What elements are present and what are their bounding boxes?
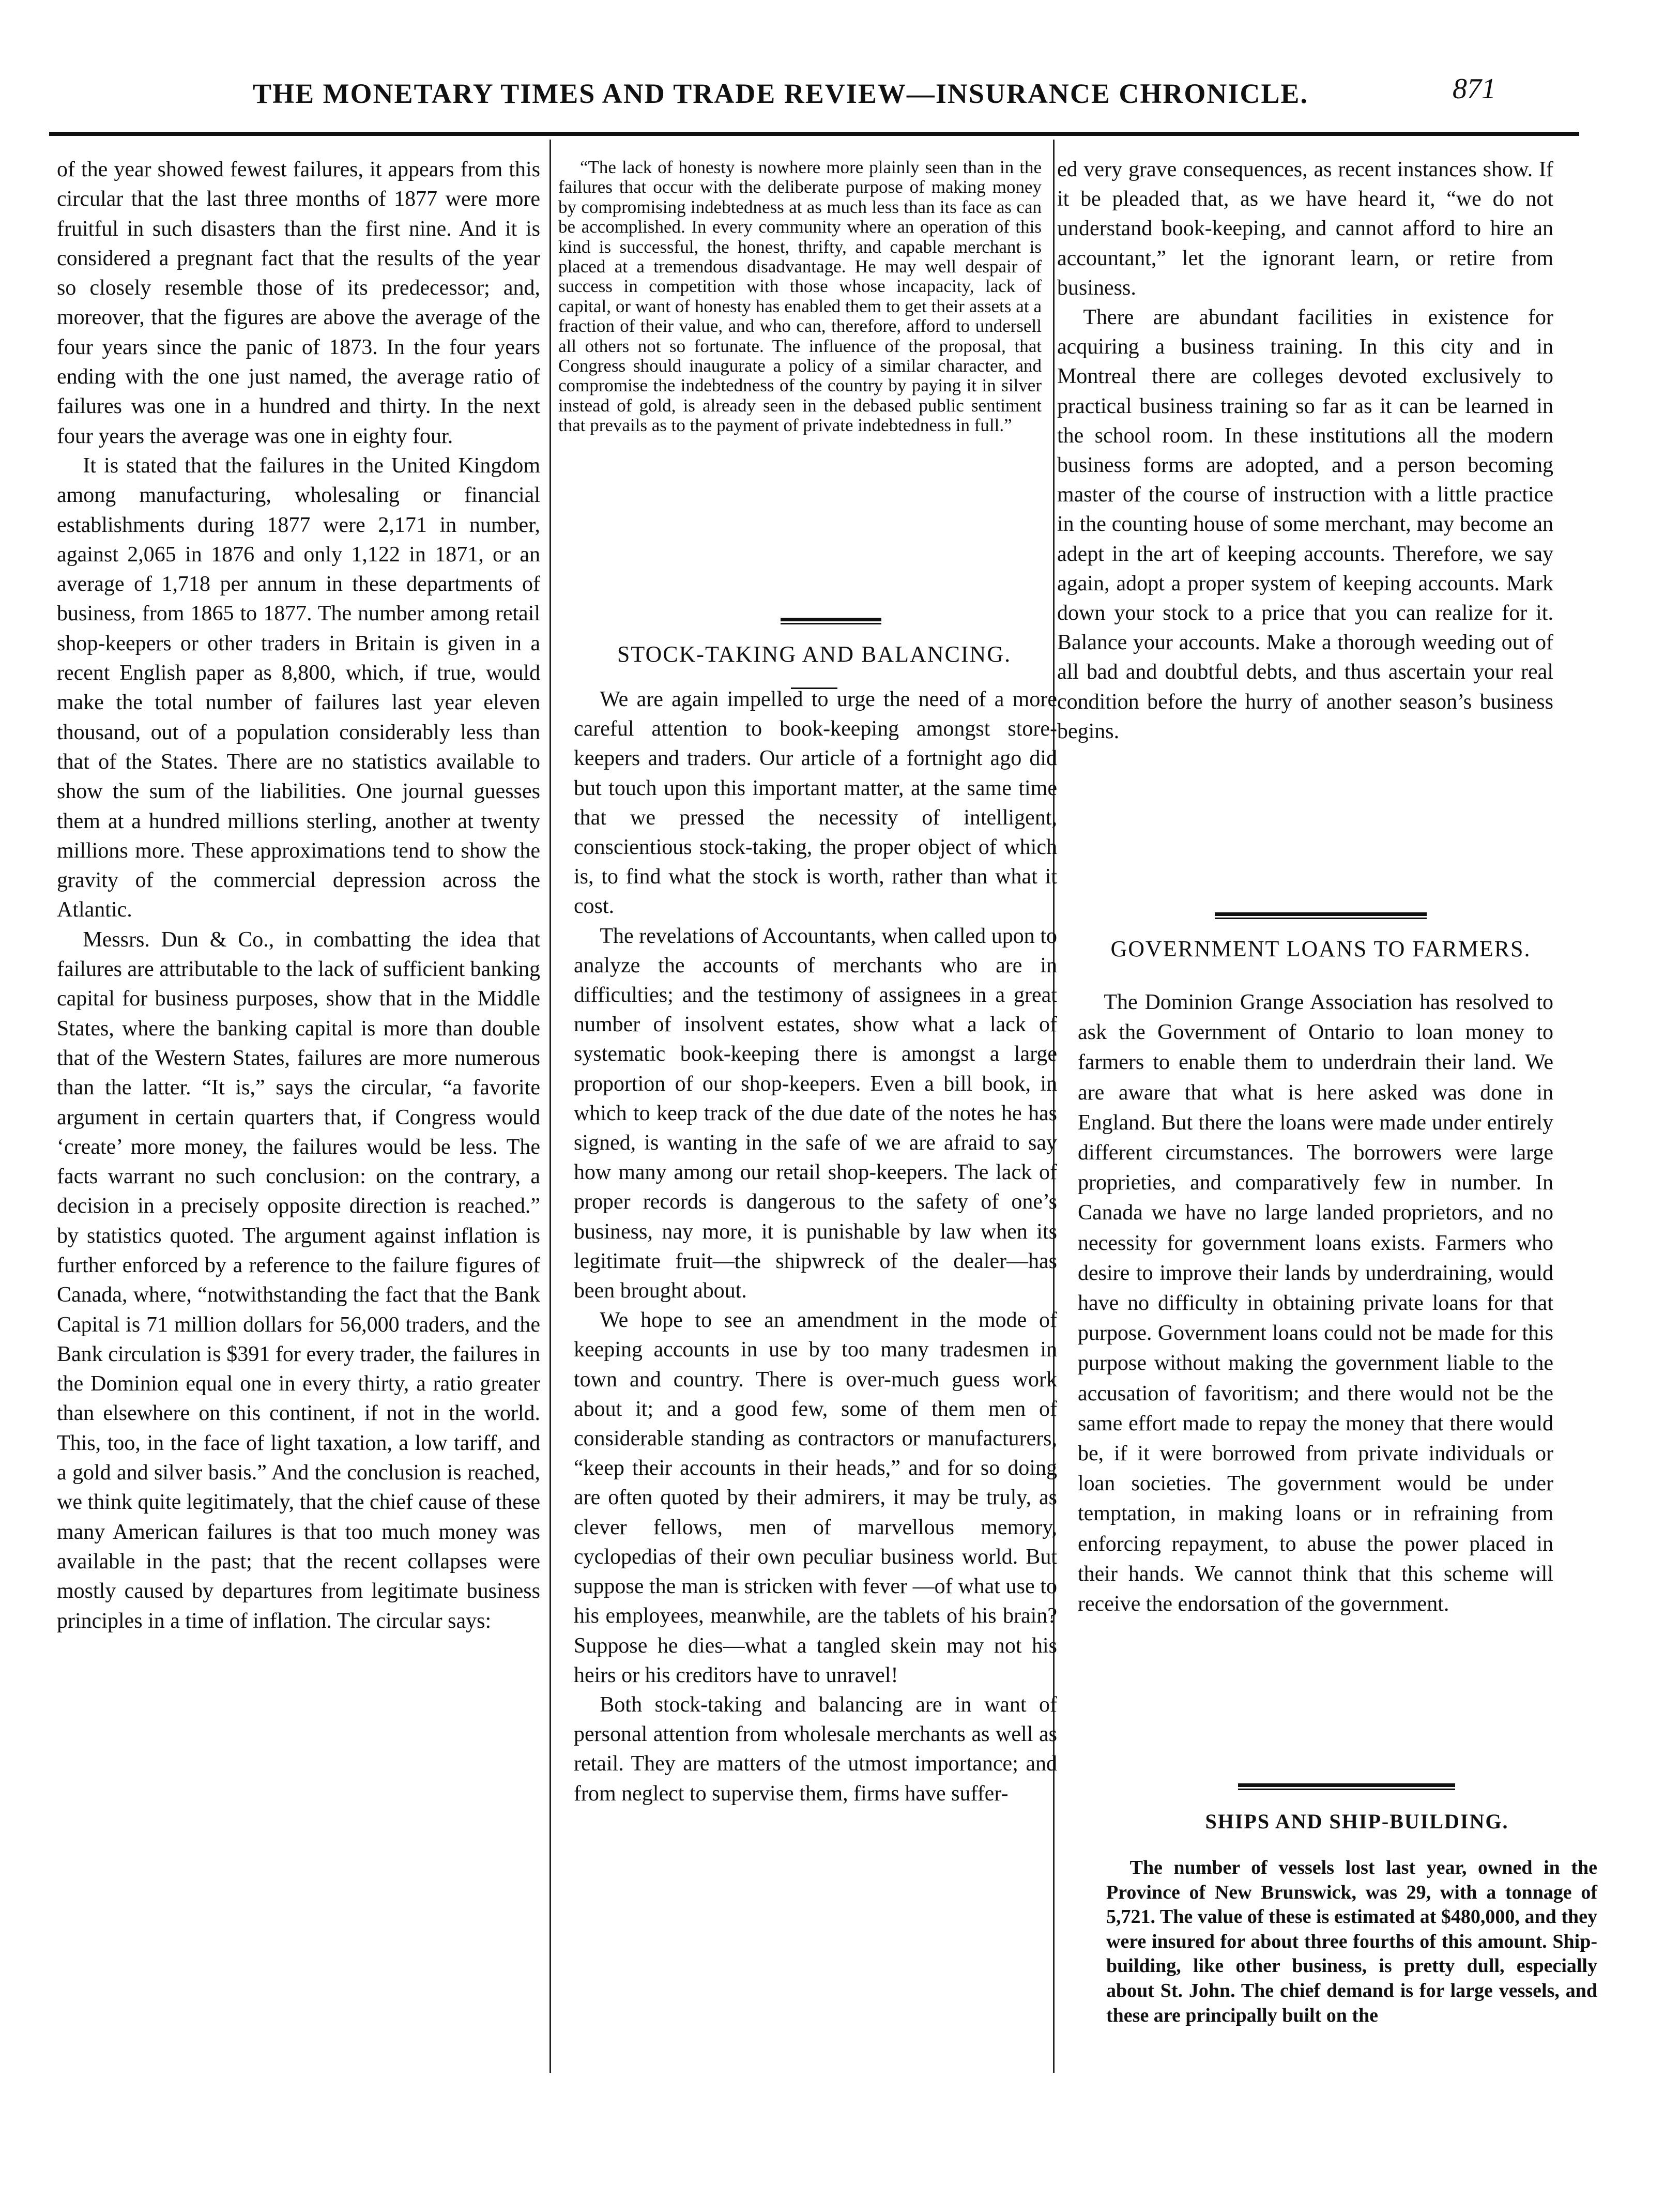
ships-heading: SHIPS AND SHIP-BUILDING. — [1205, 1810, 1509, 1833]
column-divider-1 — [549, 140, 551, 2073]
col2-paragraph-1: We are again impelled to urge the need of a more careful attention to book-keeping amongst store-keepers and traders. Our article of a fortnight ago did but touch upon this important matter, at the same time that we pressed the necessity of intelligent, conscientious stock-taking, the proper object of which is, to find what the stock is worth, rather than what it cost. — [574, 688, 1057, 919]
col2-paragraph-3: We hope to see an amendment in the mode of keeping accounts in use by too many tradesmen in town and country. There is over-much guess work about it; and a good few, some of them men of considerable standing as contractors or manufacturers, “keep their accounts in their heads,” and for so doing are often quoted by their admirers, it may be truly, as clever fellows, men of marvellous memory, cyclopedias of their own peculiar business world. But suppose the man is stricken with fever —of what use to his employees, meanwhile, are the tablets of his brain? Suppose he dies—what a tangled skein may not his heirs or his creditors have to unravel! — [574, 1308, 1057, 1687]
section-ornament-rule-1 — [781, 618, 881, 624]
col2-quote-text: “The lack of honesty is nowhere more plainly seen than in the failures that occur with the deliberate purpose of making money by compromising indebtedness at as much less than its face as can be accomplished. In every community where an operation of this kind is successful, the honest, thrifty, and capable merchant is placed at a tremendous disadvantage. He may well despair of success in competition with those whose incapacity, lack of capital, or want of honesty has enabled them to get their assets at a fraction of their value, and who can, therefore, afford to undersell all others not so fortunate. The influence of the proposal, that Congress should inaugurate a policy of a similar character, and compromise the indebtedness of the country by paying it in silver instead of gold, is already seen in the debased public sentiment that prevails as to the payment of private indebtedness in full.” — [558, 157, 1042, 436]
column-3-loans — [1078, 987, 1553, 1619]
col1-paragraph-1: of the year showed fewest failures, it appears from this circular that the last three months of 1877 were more fruitful in such disasters than the first nine. And it is considered a pregnant fact that the results of the year so closely resemble those of its predecessor; and, moreover, that the figures are above the average of the four years since the panic of 1873. In the four years ending with the one just named, the average ratio of failures was one in a hundred and thirty. In the next four years the average was one in eighty four. — [57, 158, 540, 448]
column-2-quote — [558, 158, 1042, 436]
section-ornament-rule-2 — [1215, 912, 1427, 919]
government-loans-heading: GOVERNMENT LOANS TO FARMERS. — [1110, 936, 1531, 961]
col3-paragraph-2: There are abundant facilities in existence for acquiring a business training. In this city and in Montreal there are colleges devoted exclusively to practical business training so far as it can be learned in the school room. In these institutions all the modern business forms are adopted, and a person becoming master of the course of instruction with a little practice in the counting house of some merchant, may become an adept in the art of keeping accounts. Therefore, we say again, adopt a proper system of keeping accounts. Mark down your stock to a price that you can realize for it. Balance your accounts. Make a thorough weeding out of all bad and doubtful debts, and thus ascertain your real condition before the hurry of another season’s business begins. — [1057, 305, 1553, 743]
col3-loans-paragraph: The Dominion Grange Association has resolved to ask the Government of Ontario to loan money to farmers to enable them to underdrain their land. We are aware that what is here asked was done in England. But there the loans were made under entirely different circumstances. The borrowers were large proprieties, and comparatively few in number. In Canada we have no large landed proprietors, and no necessity for government loans exists. Farmers who desire to improve their lands by underdraining, would have no difficulty in obtaining private loans for that purpose. Government loans could not be made for this purpose without making the government liable to the accusation of favoritism; and there would not be the same effort made to repay the money that there would be, if it were borrowed from private individuals or loan societies. The government would be under temptation, in making loans or in refraining from enforcing repayment, to abuse the power placed in their hands. We cannot think that this scheme will receive the endorsation of the government. — [1078, 990, 1553, 1616]
stock-taking-heading: STOCK-TAKING AND BALANCING. — [617, 641, 1012, 667]
header-rule — [49, 132, 1579, 136]
col2-paragraph-4: Both stock-taking and balancing are in want of personal attention from wholesale merchants as well as retail. They are matters of the utmost importance; and from neglect to supervise them, firms have suffer- — [574, 1692, 1057, 1806]
running-title: THE MONETARY TIMES AND TRADE REVIEW—INSURANCE CHRONICLE. — [253, 78, 1308, 109]
col1-paragraph-3: Messrs. Dun & Co., in combatting the idea that failures are attributable to the lack of sufficient banking capital for business purposes, show that in the Middle States, where the banking capital is more than double that of the Western States, failures are more numerous than the latter. “It is,” says the circular, “a favorite argument in certain quarters that, if Congress would ‘create’ more money, the failures would be less. The facts warrant no such conclusion: on the contrary, a decision in a precisely opposite direction is reached.” by statistics quoted. The argument against inflation is further enforced by a reference to the failure figures of Canada, where, “notwithstanding the fact that the Bank Capital is 71 million dollars for 56,000 traders, and the Bank circulation is $391 for every trader, the failures in the Dominion equal one in every thirty, a ratio greater than elsewhere on this continent, if not in the world. This, too, in the face of light taxation, a low tariff, and a gold and silver basis.” And the conclusion is reached, we think quite legitimately, that the chief cause of these many American failures is that too much money was available in the past; that the recent collapses were mostly caused by departures from legitimate business principles in a time of inflation. The circular says: — [57, 927, 540, 1633]
col3-paragraph-1: ed very grave consequences, as recent instances show. If it be pleaded that, as we have heard it, “we do not understand book-keeping, and cannot afford to hire an accountant,” let the ignorant learn, or retire from business. — [1057, 158, 1553, 300]
col3-ships-paragraph: The number of vessels lost last year, owned in the Province of New Brunswick, was 29, with a tonnage of 5,721. The value of these is estimated at $480,000, and they were insured for about three fourths of this amount. Ship-building, like other business, is pretty dull, especially about St. John. The chief demand is for large vessels, and these are principally built on the — [1106, 1857, 1597, 2026]
column-3-top — [1057, 155, 1553, 746]
column-2-body — [574, 685, 1057, 1809]
column-3-ships — [1106, 1856, 1597, 2028]
col2-paragraph-2: The revelations of Accountants, when called upon to analyze the accounts of merchants who are in difficulties; and the testimony of assignees in a great number of insolvent estates, show what a lack of systematic book-keeping there is amongst a large proportion of our shop-keepers. Even a bill book, in which to keep track of the due date of the notes he has signed, is wanting in the safe of we are afraid to say how many among our retail shop-keepers. The lack of proper records is dangerous to the safety of one’s business, nay more, it is punishable by law when its legitimate fruit—the shipwreck of the dealer—has been brought about. — [574, 924, 1057, 1303]
col1-paragraph-2: It is stated that the failures in the United Kingdom among manufacturing, wholesaling or financial establishments during 1877 were 2,171 in number, against 2,065 in 1876 and only 1,122 in 1871, or an average of 1,718 per annum in these departments of business, from 1865 to 1877. The number among retail shop-keepers or other traders in Britain is given in a recent English paper as 8,800, which, if true, would make the total number of failures last year eleven thousand, out of a population considerably less than that of the States. There are no statistics available to show the sum of the liabilities. One journal guesses them at a hundred millions sterling, another at twenty millions more. These approximations tend to show the gravity of the commercial depression across the Atlantic. — [57, 453, 540, 922]
page-number: 871 — [1453, 73, 1496, 105]
column-1 — [57, 155, 540, 1636]
section-ornament-rule-3 — [1238, 1783, 1455, 1790]
